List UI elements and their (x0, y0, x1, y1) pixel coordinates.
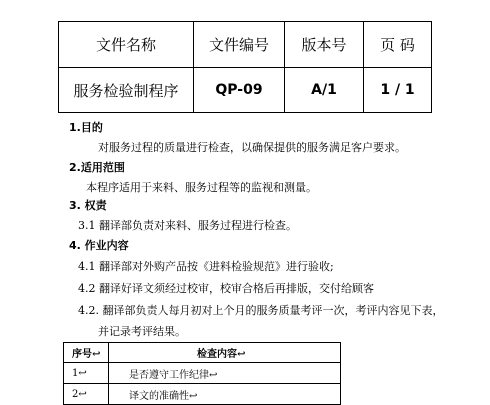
version-label: 版本号 (285, 22, 364, 68)
header-row-values (59, 68, 432, 113)
table-row (64, 363, 341, 384)
section-3-title: 3. 权责 (69, 199, 107, 212)
evaluation-table (63, 342, 341, 405)
section-4-item-3: 4.2. 翻译部负责人每月初对上个月的服务质量考评一次，考评内容见下表， (78, 304, 444, 317)
row-2-content: 译文的准确性↩ (109, 384, 341, 405)
page-value: 1 / 1 (364, 68, 432, 113)
document-header-table (58, 21, 432, 113)
doc-number-value: QP-09 (194, 68, 285, 113)
table-row (64, 384, 341, 405)
section-2-title: 2.适用范围 (69, 161, 125, 174)
section-4-item-2: 4.2 翻译好译文须经过校审，校审合格后再排版，交付给顾客 (78, 282, 374, 295)
col-header-serial: 序号↩ (64, 343, 109, 363)
header-row-labels (59, 22, 432, 68)
version-value: A/1 (285, 68, 364, 113)
section-3-item-1: 3.1 翻译部负责对来料、服务过程进行检查。 (78, 219, 297, 232)
page-label: 页 码 (364, 22, 432, 68)
section-4-item-1: 4.1 翻译部对外购产品按《进料检验规范》进行验收; (78, 260, 334, 273)
doc-number-label: 文件编号 (194, 22, 285, 68)
section-1-text: 对服务过程的质量进行检查，以确保提供的服务满足客户要求。 (98, 141, 406, 154)
doc-name-value: 服务检验制程序 (59, 68, 194, 113)
section-4-title: 4. 作业内容 (69, 239, 129, 252)
row-2-serial: 2↩ (64, 384, 109, 405)
section-1-title: 1.目的 (69, 121, 103, 134)
evaluation-table-header (64, 343, 341, 363)
section-4-item-3-continued: 并记录考评结果。 (98, 325, 186, 338)
row-1-content: 是否遵守工作纪律↩ (109, 363, 341, 384)
col-header-content: 检查内容↩ (109, 343, 341, 363)
section-2-text: 本程序适用于来料、服务过程等的监视和测量。 (86, 181, 317, 194)
doc-name-label: 文件名称 (59, 22, 194, 68)
row-1-serial: 1↩ (64, 363, 109, 384)
